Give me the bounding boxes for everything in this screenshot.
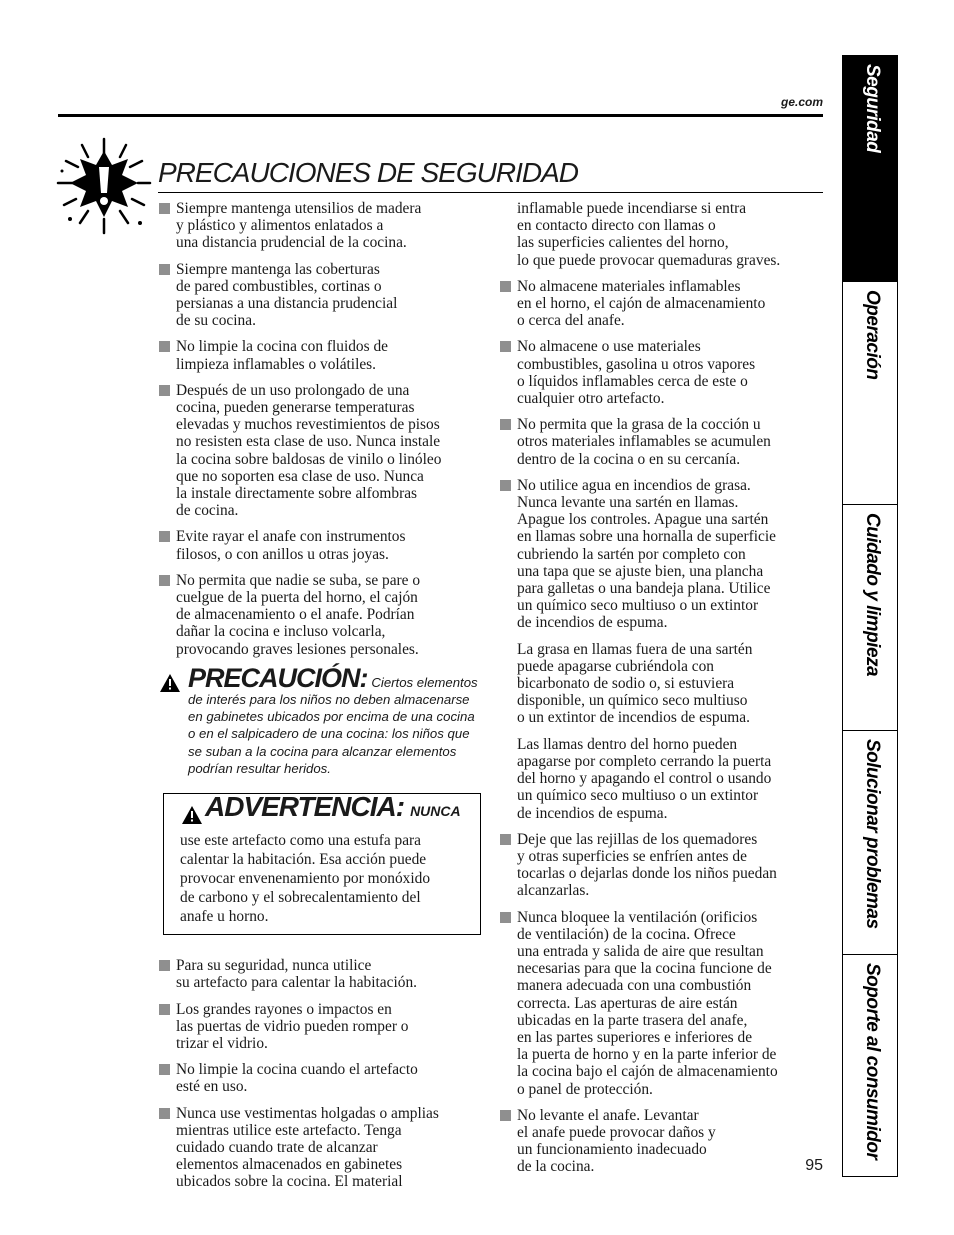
bullet-square bbox=[500, 834, 511, 845]
list-item: Nunca bloquee la ventilación (orificios de ventilación) de la cocina. Ofrece una entrada y salida de aire que resultan necesarias para que la cocina funcione de manera adecuada con una combustión correcta. Las aperturas de aire están ubicadas en la parte trasera del anafe, en las partes superiores e inferiores de la puerta de horno y en la parte inferior de la cocina bajo el cajón de almacenamiento o panel de protección. bbox=[499, 909, 829, 1098]
bullet-square bbox=[500, 912, 511, 923]
tab-label: Solucionar problemas bbox=[862, 739, 883, 929]
list-item: No almacene materiales inflamables en el horno, el cajón de almacenamiento o cerca del anafe. bbox=[499, 278, 829, 330]
tab-label: Cuidado y limpieza bbox=[862, 513, 883, 677]
warning-lead: NUNCA bbox=[410, 803, 461, 820]
list-item: Los grandes rayones o impactos en las puertas de vidrio pueden romper o trizar el vidrio. bbox=[158, 1001, 488, 1053]
warning-burst-icon bbox=[52, 133, 157, 243]
bullet-square bbox=[500, 281, 511, 292]
bullet-square bbox=[159, 531, 170, 542]
bullet-square bbox=[159, 203, 170, 214]
page-number: 95 bbox=[805, 1157, 823, 1174]
bullet-square bbox=[159, 1004, 170, 1015]
bullet-square bbox=[500, 1110, 511, 1121]
bullet-square bbox=[159, 264, 170, 275]
bullet-square bbox=[500, 480, 511, 491]
caution-note bbox=[158, 662, 488, 777]
tab-solucionar-problemas[interactable] bbox=[842, 731, 898, 955]
caution-text: Ciertos elementos de interés para los niños no deben almacenarse en gabinetes ubicados por encima de una cocina o en el salpicadero de una cocina: los niños que se suban a la cocina para alcanzar elementos podrían resultar heridos. bbox=[188, 674, 478, 776]
list-item: Nunca use vestimentas holgadas o amplias mientras utilice este artefacto. Tenga cuidado cuando trate de alcanzar elementos almacenados en gabinetes ubicados sobre la cocina. El material bbox=[158, 1105, 488, 1191]
tab-soporte-al-consumidor[interactable] bbox=[842, 955, 898, 1177]
list-item: Después de un uso prolongado de una cocina, pueden generarse temperaturas elevadas y muchos revestimientos de pisos no resisten esta clase de uso. Nunca instale la cocina sobre baldosas de vinilo o linóleo que no soporten esa clase de uso. Nunca la instale directamente sobre alfombras de cocina. bbox=[158, 382, 488, 520]
caution-label: PRECAUCIÓN: bbox=[188, 662, 368, 693]
site-url: ge.com bbox=[780, 95, 823, 109]
bullet-square bbox=[500, 419, 511, 430]
bullet-square bbox=[159, 385, 170, 396]
tab-label: Operación bbox=[862, 290, 883, 380]
bullet-square bbox=[159, 575, 170, 586]
list-item: No limpie la cocina cuando el artefacto esté en uso. bbox=[158, 1061, 488, 1095]
caution-triangle-icon bbox=[160, 674, 180, 692]
warning-label: ADVERTENCIA: bbox=[205, 791, 405, 823]
warning-triangle-icon bbox=[182, 806, 202, 824]
right-column bbox=[499, 200, 829, 1185]
paragraph: Las llamas dentro del horno pueden apagarse por completo cerrando la puerta del horno y apagando el control o usando un químico seco multiuso o un extintor de incendios de espuma. bbox=[517, 735, 772, 822]
tab-seguridad[interactable] bbox=[842, 55, 898, 282]
paragraph: La grasa en llamas fuera de una sartén puede apagarse cubriéndola con bicarbonato de sodio o, si estuviera disponible, un químico seco multiuso o un extintor de incendios de espuma. bbox=[517, 640, 753, 727]
list-item: No limpie la cocina con fluidos de limpieza inflamables o volátiles. bbox=[158, 338, 488, 372]
list-item: No permita que la grasa de la cocción u otros materiales inflamables se acumulen dentro de la cocina o en su cercanía. bbox=[499, 416, 829, 468]
bullet-square bbox=[159, 341, 170, 352]
bullet-square bbox=[159, 1064, 170, 1075]
warning-box bbox=[163, 793, 481, 935]
list-item: Siempre mantenga utensilios de madera y plástico y alimentos enlatados a una distancia prudencial de la cocina. bbox=[158, 200, 488, 252]
left-column bbox=[158, 200, 488, 1200]
top-rule bbox=[58, 114, 823, 117]
continuation-text: inflamable puede incendiarse si entra en contacto directo con llamas o las superficies calientes del horno, lo que puede provocar quemaduras graves. bbox=[517, 200, 781, 269]
list-item: No levante el anafe. Levantar el anafe puede provocar daños y un funcionamiento inadecuado de la cocina. bbox=[499, 1107, 829, 1176]
list-item: Para su seguridad, nunca utilice su artefacto para calentar la habitación. bbox=[158, 957, 488, 991]
bullet-square bbox=[159, 960, 170, 971]
tab-cuidado-y-limpieza[interactable] bbox=[842, 505, 898, 731]
warning-text: use este artefacto como una estufa para calentar la habitación. Esa acción puede provocar envenenamiento por monóxido de carbono y el sobrecalentamiento del anafe u horno. bbox=[180, 832, 431, 926]
tab-label: Soporte al consumidor bbox=[862, 963, 883, 1160]
list-item: Siempre mantenga las coberturas de pared combustibles, cortinas o persianas a una distancia prudencial de su cocina. bbox=[158, 261, 488, 330]
list-item: No permita que nadie se suba, se pare o cuelgue de la puerta del horno, el cajón de almacenamiento o el anafe. Podrían dañar la cocina e incluso volcarla, provocando graves lesiones personales. bbox=[158, 572, 488, 658]
bullet-square bbox=[500, 341, 511, 352]
list-item: No utilice agua en incendios de grasa. Nunca levante una sartén en llamas. Apague los controles. Apague una sartén en llamas sobre una hornalla de superficie cubriendo la sartén por completo con una tapa que se ajuste bien, una plancha para galletas o una bandeja plana. Utilice un químico seco multiuso o un extintor de incendios de espuma. bbox=[499, 477, 829, 632]
title-rule bbox=[158, 192, 823, 193]
tab-label: Seguridad bbox=[862, 64, 883, 153]
list-item: Deje que las rejillas de los quemadores y otras superficies se enfríen antes de tocarlas o dejarlas donde los niños puedan alcanzarlas. bbox=[499, 831, 829, 900]
tab-operacion[interactable] bbox=[842, 282, 898, 505]
page-title: PRECAUCIONES DE SEGURIDAD bbox=[158, 157, 578, 188]
list-item: Evite rayar el anafe con instrumentos filosos, o con anillos u otras joyas. bbox=[158, 528, 488, 562]
bullet-square bbox=[159, 1108, 170, 1119]
section-sidebar bbox=[842, 55, 898, 1177]
list-item: No almacene o use materiales combustibles, gasolina u otros vapores o líquidos inflamables cerca de este o cualquier otro artefacto. bbox=[499, 338, 829, 407]
